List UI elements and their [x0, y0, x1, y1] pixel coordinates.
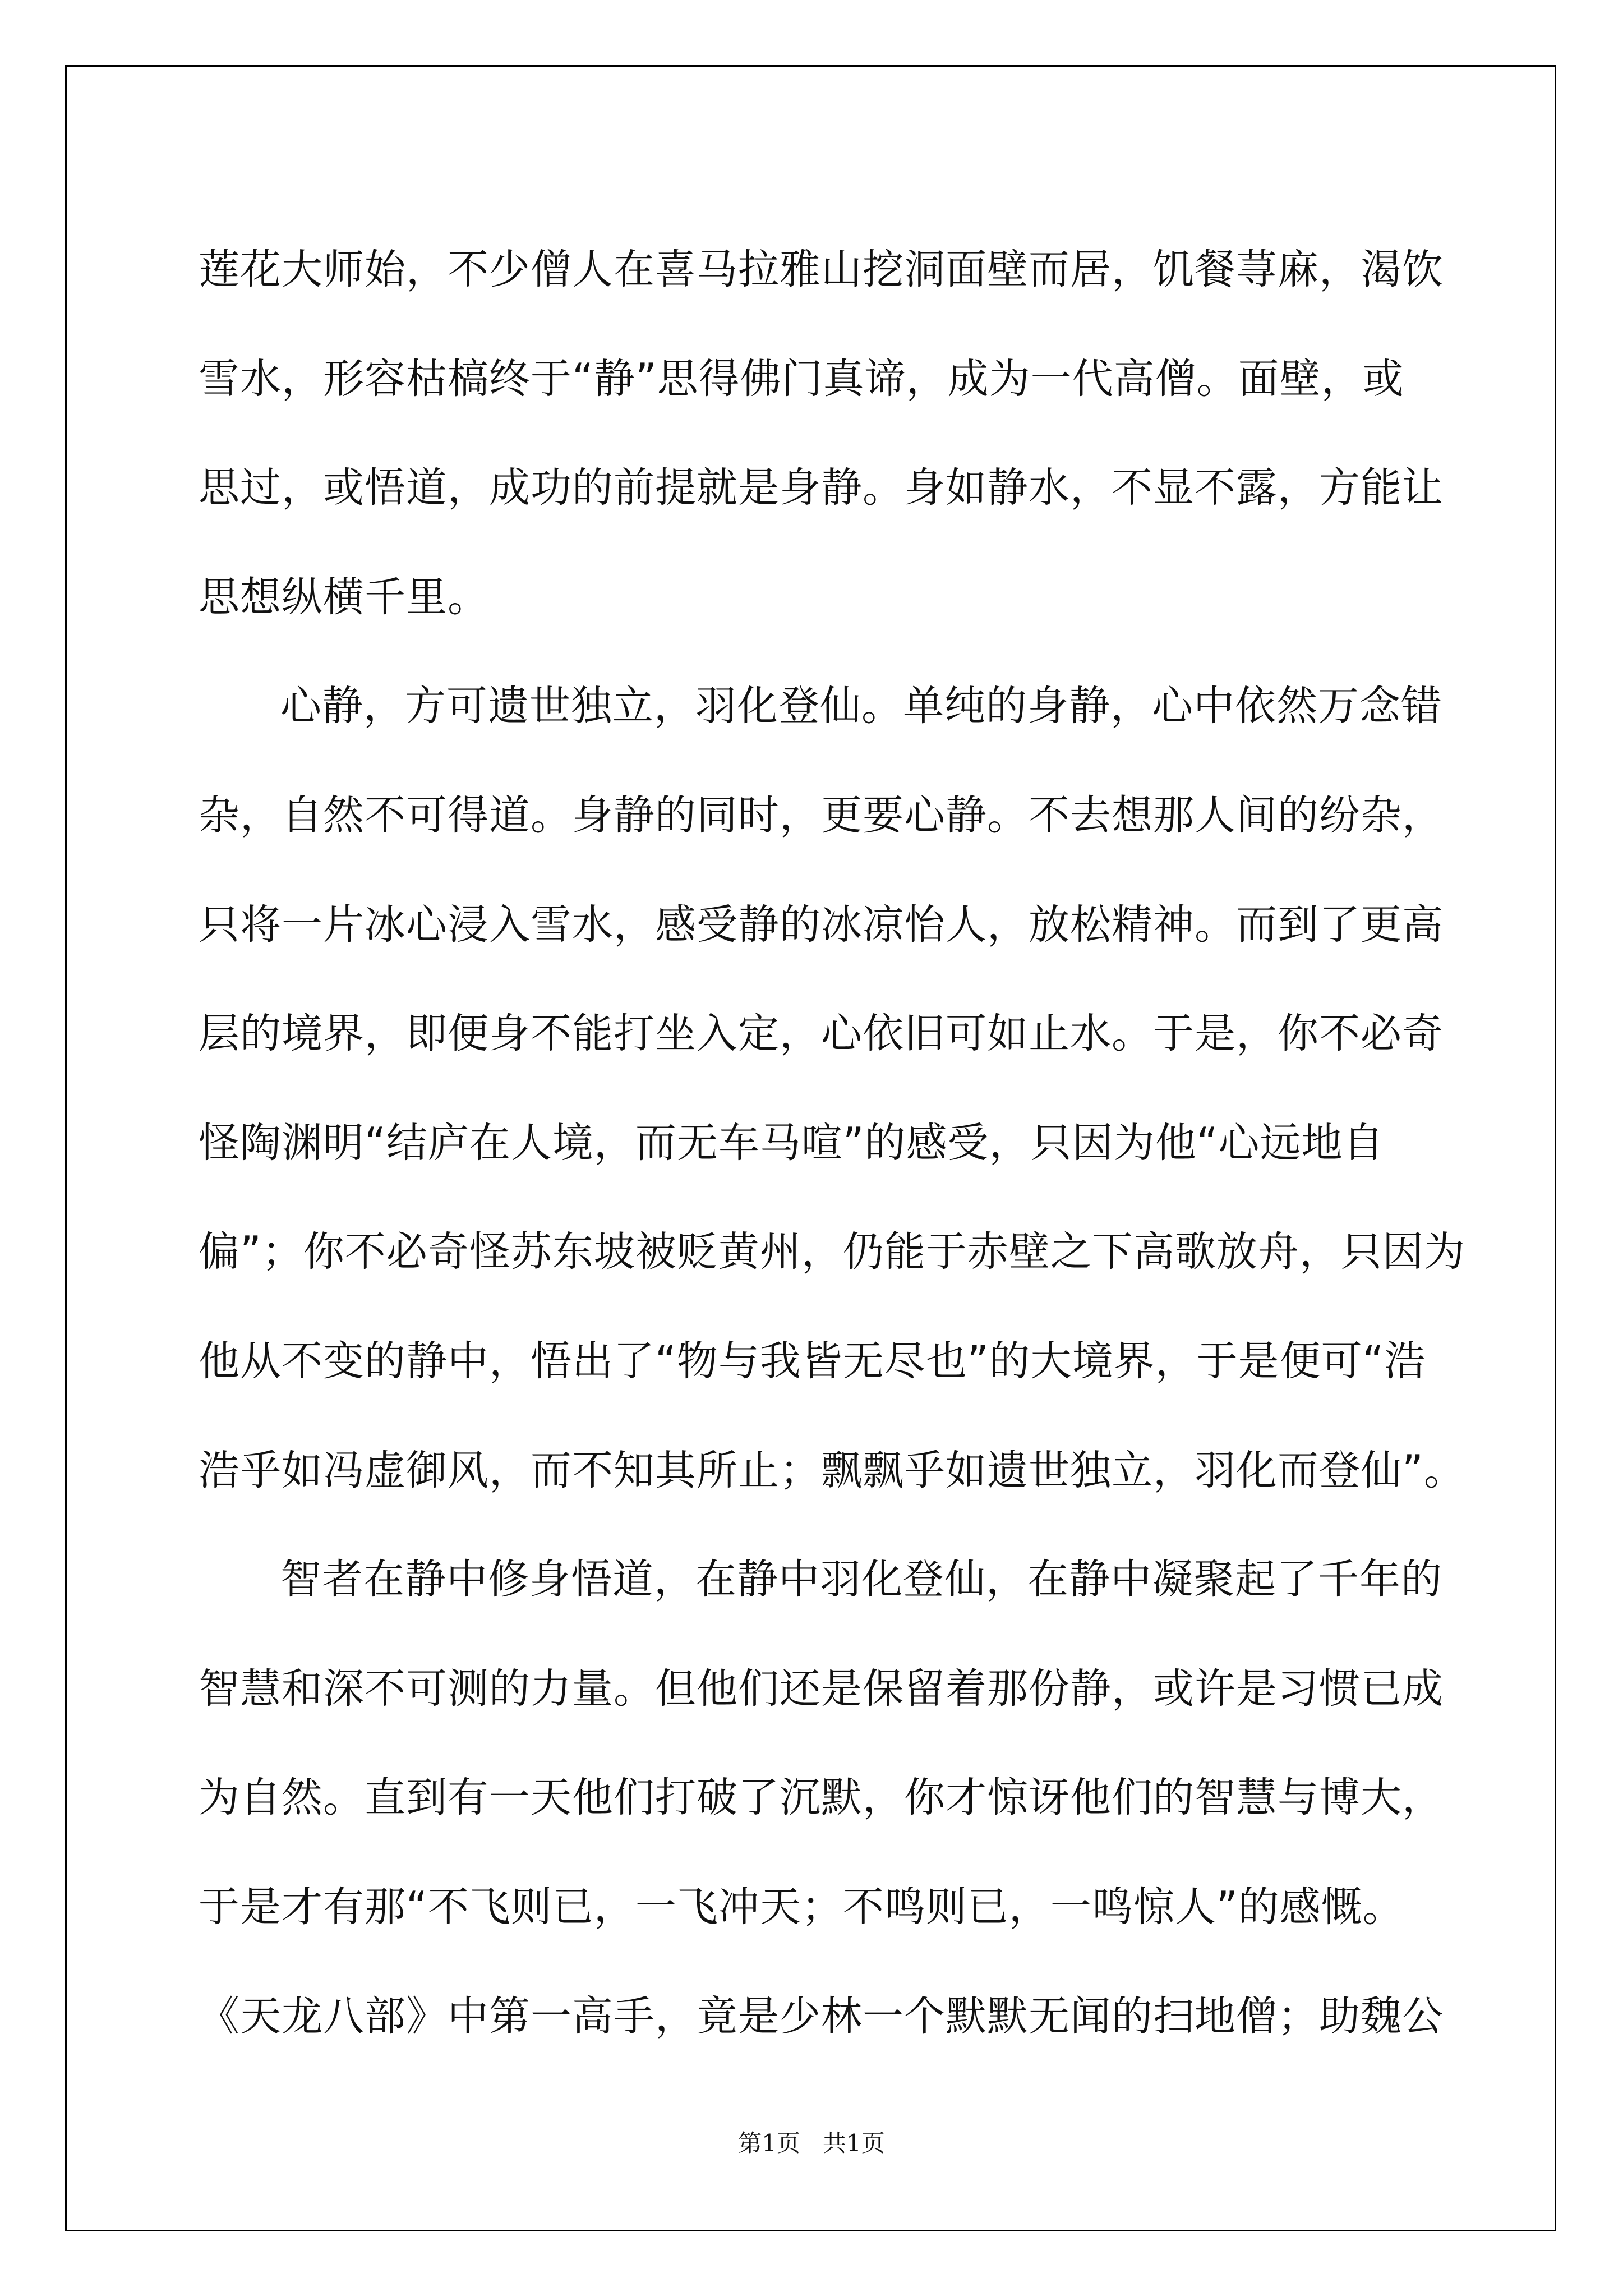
- text-line: 莲花大师始，不少僧人在喜马拉雅山挖洞面壁而居，饥餐荨麻，渴饮: [199, 246, 1444, 293]
- text-line: 思想纵横千里。: [199, 573, 489, 621]
- text-line: 层的境界，即便身不能打坐入定，心依旧可如止水。于是，你不必奇: [199, 1010, 1444, 1058]
- text-line: 他从不变的静中，悟出了“物与我皆无尽也”的大境界，于是便可“浩: [199, 1337, 1426, 1385]
- page-total: 共1页: [823, 2129, 885, 2157]
- paragraph-first-line: 智者在静中修身悟道，在静中羽化登仙，在静中凝聚起了千年的: [280, 1556, 1442, 1604]
- document-body: [199, 215, 1465, 2071]
- text-line: 雪水，形容枯槁终于“静”思得佛门真谛，成为一代高僧。面壁，或: [199, 355, 1404, 403]
- text-line: 为自然。直到有一天他们打破了沉默，你才惊讶他们的智慧与博大，: [199, 1774, 1444, 1822]
- page-footer: [0, 2125, 1623, 2159]
- text-line: 《天龙八部》中第一高手，竟是少林一个默默无闻的扫地僧；助魏公: [199, 1992, 1444, 2040]
- text-line: 浩乎如冯虚御风，而不知其所止；飘飘乎如遗世独立，羽化而登仙”。: [199, 1446, 1465, 1494]
- text-line: 只将一片冰心浸入雪水，感受静的冰凉怡人，放松精神。而到了更高: [199, 900, 1444, 949]
- text-line: 怪陶渊明“结庐在人境，而无车马喧”的感受，只因为他“心远地自: [199, 1119, 1385, 1167]
- text-line: 思过，或悟道，成功的前提就是身静。身如静水，不显不露，方能让: [199, 464, 1444, 512]
- text-line: 于是才有那“不飞则已，一飞冲天；不鸣则已，一鸣惊人”的感慨。: [199, 1883, 1404, 1931]
- text-line: 偏”；你不必奇怪苏东坡被贬黄州，仍能于赤壁之下高歌放舟，只因为: [199, 1228, 1465, 1276]
- text-line: 杂，自然不可得道。身静的同时，更要心静。不去想那人间的纷杂，: [199, 791, 1444, 839]
- page-number: 第1页: [738, 2129, 800, 2157]
- paragraph-first-line: 心静，方可遗世独立，羽化登仙。单纯的身静，心中依然万念错: [280, 682, 1442, 730]
- text-line: 智慧和深不可测的力量。但他们还是保留着那份静，或许是习惯已成: [199, 1664, 1444, 1713]
